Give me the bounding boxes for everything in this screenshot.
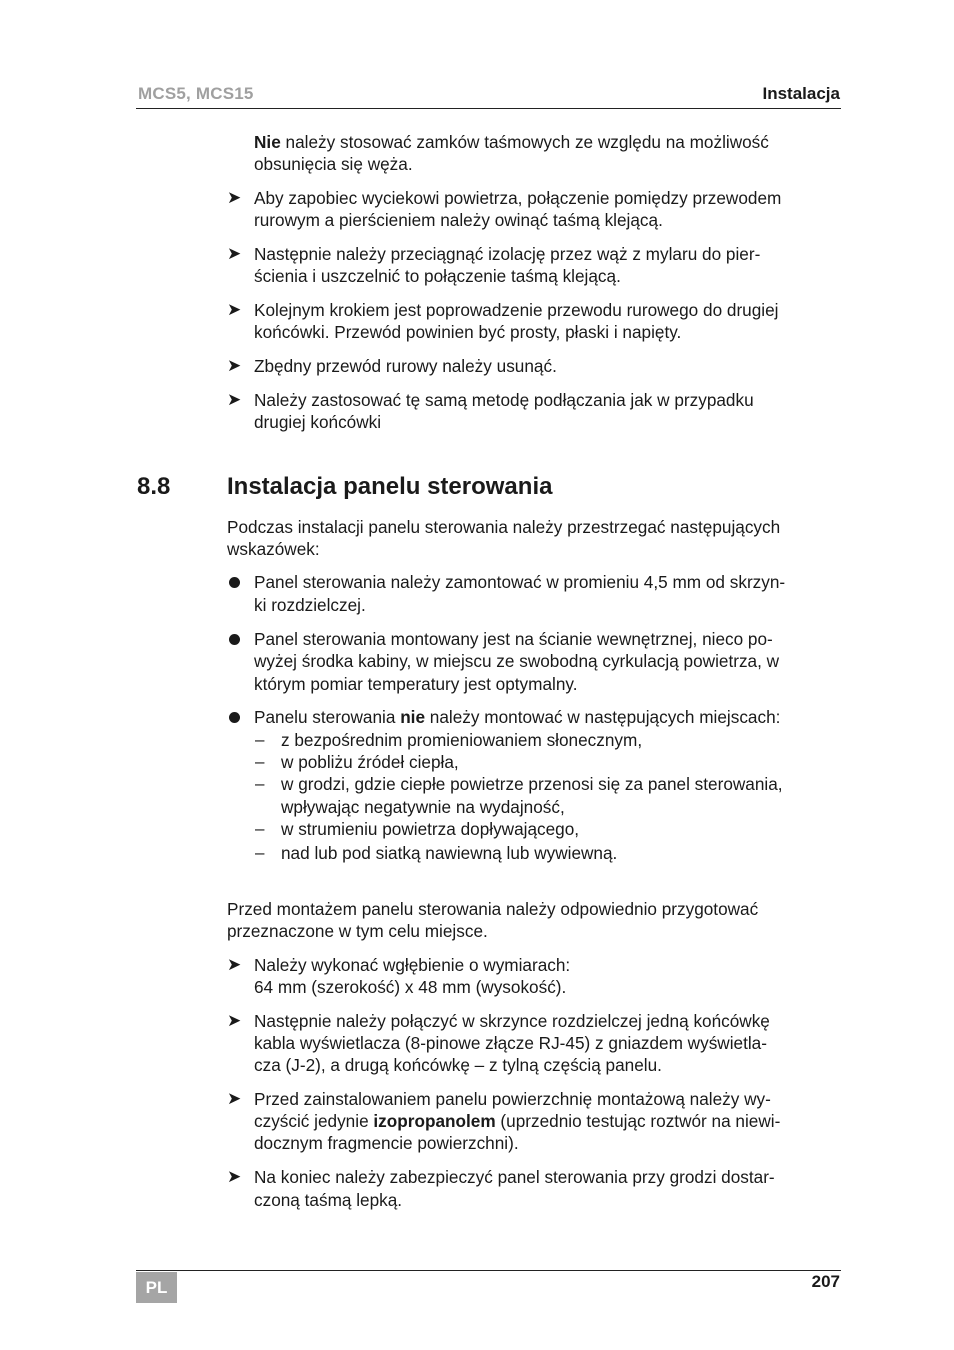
dash-icon: – xyxy=(255,752,265,771)
step-line: Na koniec należy zabezpieczyć panel sterowania przy grodzi dostar- xyxy=(254,1167,775,1187)
arrow-icon: ➤ xyxy=(227,1167,242,1186)
bullet-line: Panel sterowania montowany jest na ścianie wewnętrznej, nieco po- xyxy=(254,629,773,649)
dash-icon: – xyxy=(255,730,265,749)
step-line: końcówki. Przewód powinien być prosty, płaski i napięty. xyxy=(254,322,682,342)
step-line: Następnie należy przeciągnąć izolację przez wąż z mylaru do pier- xyxy=(254,244,761,264)
arrow-icon: ➤ xyxy=(227,356,242,375)
arrow-icon: ➤ xyxy=(227,188,242,207)
step-text: czyścić jedynie xyxy=(254,1111,374,1131)
paragraph-line: przeznaczone w tym celu miejsce. xyxy=(227,921,488,941)
bullet-line: wyżej środka kabiny, w miejscu ze swobodną cyrkulacją powietrza, w xyxy=(254,651,780,671)
bullet-line: Panel sterowania należy zamontować w promieniu 4,5 mm od skrzyn- xyxy=(254,572,786,592)
bullet-icon xyxy=(229,577,240,588)
step-text: (uprzednio testując roztwór na niewi- xyxy=(495,1111,781,1131)
bullet-line: którym pomiar temperatury jest optymalny. xyxy=(254,674,578,694)
arrow-icon: ➤ xyxy=(227,390,242,409)
footer-rule xyxy=(136,1270,841,1271)
step-line: ścienia i uszczelnić to połączenie taśmą klejącą. xyxy=(254,266,621,286)
dash-item: nad lub pod siatką nawiewną lub wywiewną. xyxy=(281,843,618,863)
step-line: Należy zastosować tę samą metodę podłączania jak w przypadku xyxy=(254,390,754,410)
step-bold: izopropanolem xyxy=(373,1111,496,1131)
page-number: 207 xyxy=(811,1272,840,1291)
step-line: Przed zainstalowaniem panelu powierzchnię montażową należy wy- xyxy=(254,1089,771,1109)
dash-item: z bezpośrednim promieniowaniem słonecznym, xyxy=(281,730,643,750)
bullet-line: ki rozdzielczej. xyxy=(254,595,366,615)
dash-item: w strumieniu powietrza dopływającego, xyxy=(281,819,580,839)
section-title: Instalacja panelu sterowania xyxy=(227,473,553,500)
step-line: Należy wykonać wgłębienie o wymiarach: xyxy=(254,955,571,975)
paragraph-line: Przed montażem panelu sterowania należy odpowiednio przygotować xyxy=(227,899,759,919)
dash-icon: – xyxy=(255,774,265,793)
section-number: 8.8 xyxy=(137,473,171,500)
intro-bold: Nie xyxy=(254,132,281,152)
bullet-text: Panelu sterowania xyxy=(254,707,401,727)
step-line xyxy=(254,1110,780,1132)
bullet-bold: nie xyxy=(400,707,426,727)
step-line: Zbędny przewód rurowy należy usunąć. xyxy=(254,356,557,376)
step-line: cza (J-2), a drugą końcówkę – z tylną częścią panelu. xyxy=(254,1055,662,1075)
intro-text: należy stosować zamków taśmowych ze względu na możliwość xyxy=(280,132,769,152)
dash-item: w pobliżu źródeł ciepła, xyxy=(281,752,459,772)
bullet-text: należy montować w następujących miejscach: xyxy=(425,707,781,727)
paragraph-line: wskazówek: xyxy=(227,539,320,559)
dash-icon: – xyxy=(255,819,265,838)
step-line: 64 mm (szerokość) x 48 mm (wysokość). xyxy=(254,977,567,997)
step-line: rurowym a pierścieniem należy owinąć taśmą klejącą. xyxy=(254,210,663,230)
step-line: Kolejnym krokiem jest poprowadzenie przewodu rurowego do drugiej xyxy=(254,300,779,320)
dash-icon: – xyxy=(255,843,265,862)
step-line: Aby zapobiec wyciekowi powietrza, połączenie pomiędzy przewodem xyxy=(254,188,782,208)
intro-line: obsunięcia się węża. xyxy=(254,154,413,174)
step-line: kabla wyświetlacza (8-pinowe złącze RJ-45) z gniazdem wyświetla- xyxy=(254,1033,767,1053)
dash-item: w grodzi, gdzie ciepłe powietrze przenosi się za panel sterowania, xyxy=(281,774,783,794)
step-line: czoną taśmą lepką. xyxy=(254,1190,403,1210)
arrow-icon: ➤ xyxy=(227,1089,242,1108)
header-chapter: Instalacja xyxy=(762,84,840,103)
arrow-icon: ➤ xyxy=(227,300,242,319)
intro-line xyxy=(254,131,769,153)
paragraph-line: Podczas instalacji panelu sterowania należy przestrzegać następujących xyxy=(227,517,781,537)
step-line: drugiej końcówki xyxy=(254,412,382,432)
arrow-icon: ➤ xyxy=(227,1011,242,1030)
dash-item: wpływając negatywnie na wydajność, xyxy=(281,797,565,817)
bullet-line xyxy=(254,706,780,728)
step-line: docznym fragmencie powierzchni). xyxy=(254,1133,519,1153)
language-badge: PL xyxy=(136,1272,177,1303)
bullet-icon xyxy=(229,712,240,723)
bullet-icon xyxy=(229,634,240,645)
step-line: Następnie należy połączyć w skrzynce rozdzielczej jedną końcówkę xyxy=(254,1011,770,1031)
header-product: MCS5, MCS15 xyxy=(138,84,254,103)
header-rule xyxy=(136,108,841,109)
arrow-icon: ➤ xyxy=(227,955,242,974)
arrow-icon: ➤ xyxy=(227,244,242,263)
